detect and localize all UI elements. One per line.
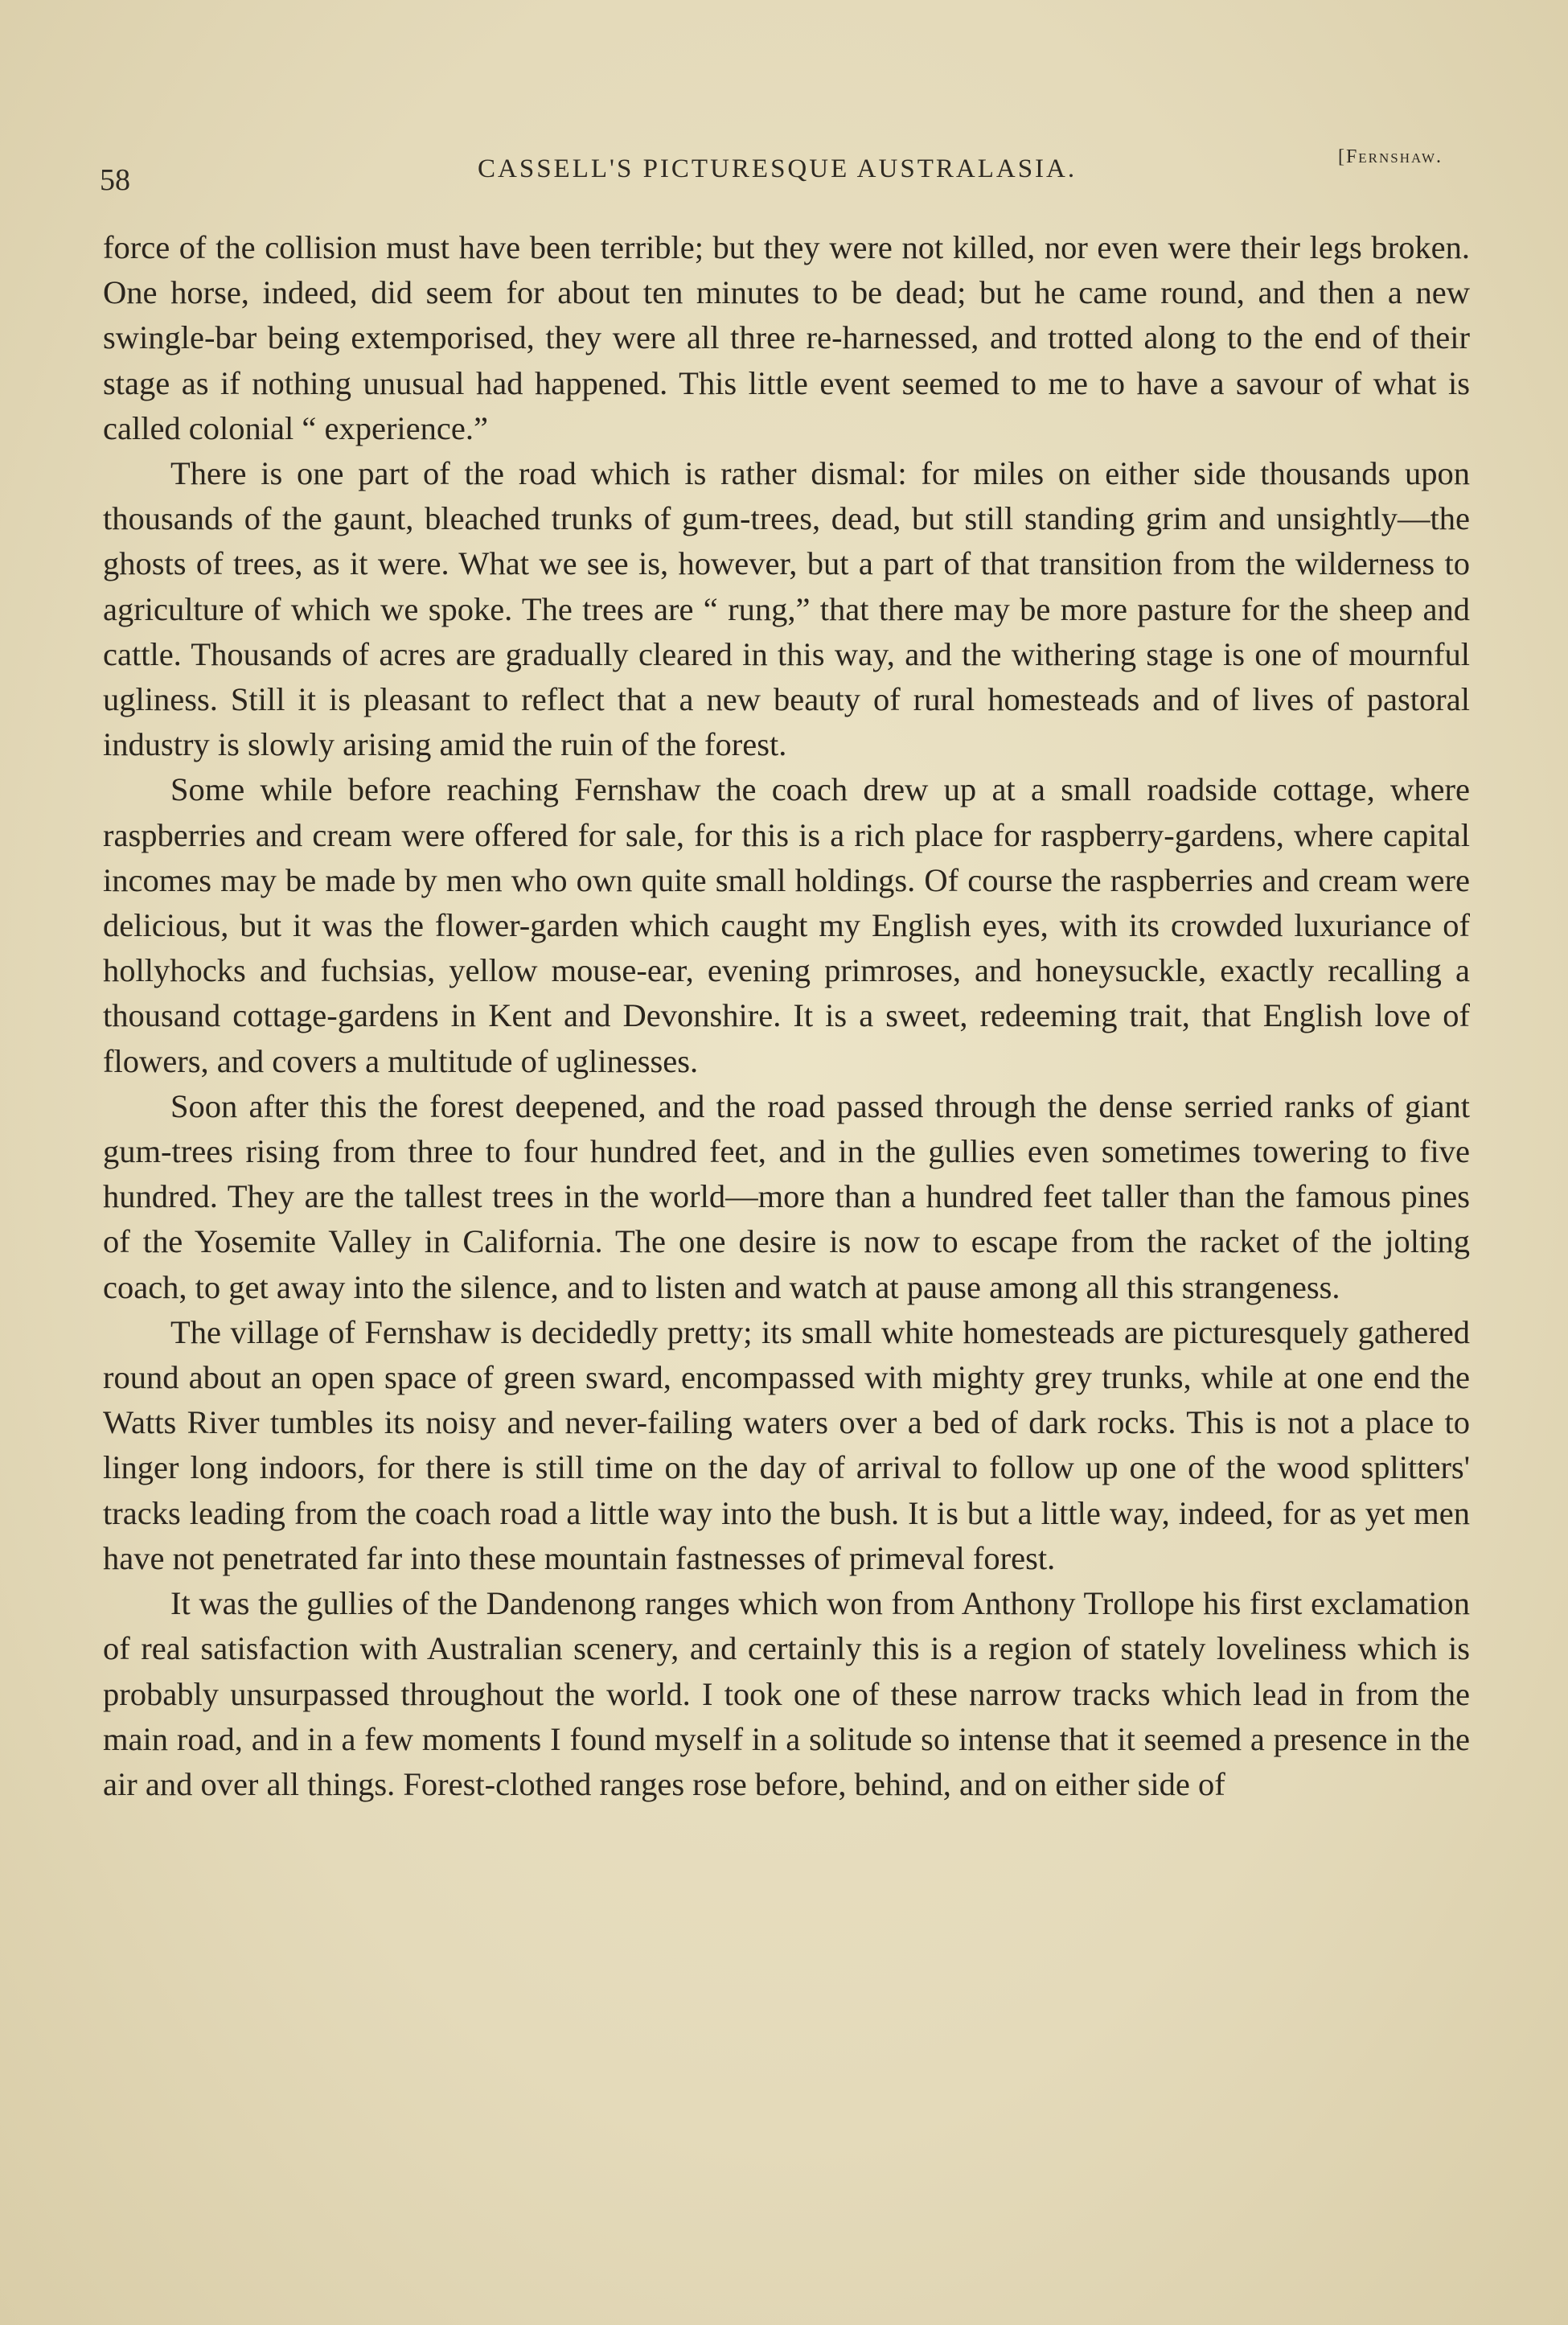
section-tag: [Fernshaw. [1337,146,1443,167]
paragraph-roadside-cottage: Some while before reaching Fernshaw the coach drew up at a small roadside cottage, where raspberries and cream were offered for sale, for this is a rich place for raspberry-gardens, where capital incomes may be made by men who own quite small holdings. Of course the raspberries and cream were delicious, but it was the flower-garden which caught my English eyes, with its crowded luxuriance of hollyhocks and fuchsias, yellow mouse-ear, evening primroses, and honeysuckle, exactly recalling a thousand cottage-gardens in Kent and Devonshire. It is a sweet, redeeming trait, that English love of flowers, and covers a multitude of uglinesses. [103,771,1470,1079]
paragraph-fernshaw-village: The village of Fernshaw is decidedly pretty; its small white homesteads are picturesquely gathered round about an open space of green sward, encompassed with mighty grey trunks, while at one end the Watts River tumbles its noisy and never-failing waters over a bed of dark rocks. This is not a place to linger long indoors, for there is still time on the day of arrival to follow up one of the wood splitters' tracks leading from the coach road a little way into the bush. It is but a little way, indeed, for as yet men have not penetrated far into these mountain fastnesses of primeval forest. [103,1313,1470,1576]
paragraph-dandenong-gullies: It was the gullies of the Dandenong ranges which won from Anthony Trollope his first exclamation of real satisfaction with Australian scenery, and certainly this is a region of stately loveliness which is probably unsurpassed throughout the world. I took one of these narrow tracks which lead in from the main road, and in a few moments I found myself in a solitude so intense that it seemed a presence in the air and over all things. Forest-clothed ranges rose before, behind, and on either side of [103,1585,1470,1802]
paragraph-forest-deepened: Soon after this the forest deepened, and the road passed through the dense serried ranks of giant gum-trees rising from three to four hundred feet, and in the gullies even sometimes towering to five hundred. They are the tallest trees in the world—more than a hundred feet taller than the famous pines of the Yosemite Valley in California. The one desire is now to escape from the racket of the jolting coach, to get away into the silence, and to listen and watch at pause among all this strangeness. [103,1087,1470,1305]
paragraph-collision: force of the collision must have been terrible; but they were not killed, nor even were their legs broken. One horse, indeed, did seem for about ten minutes to be dead; but he came round, and then a new swingle-bar being extemporised, they were all three re-harnessed, and trotted along to the end of their stage as if nothing unusual had happened. This little event seemed to me to have a savour of what is called colonial “ experience.” [103,229,1470,446]
paragraph-dismal-road: There is one part of the road which is rather dismal: for miles on either side thousands upon thousands of the gaunt, bleached trunks of gum-trees, dead, but still standing grim and unsightly—the ghosts of trees, as it were. What we see is, however, but a part of that transition from the wilderness to agriculture of which we spoke. The trees are “ rung,” that there may be more pasture for the sheep and cattle. Thousands of acres are gradually cleared in this way, and the withering stage is one of mournful ugliness. Still it is pleasant to reflect that a new beauty of rural homesteads and of lives of pastoral industry is slowly arising amid the ruin of the forest. [103,455,1470,763]
body-text [103,225,1470,1807]
page-number: 58 [100,163,130,197]
running-head [100,143,1443,197]
running-title: CASSELL'S PICTURESQUE AUSTRALASIA. [478,154,1077,183]
